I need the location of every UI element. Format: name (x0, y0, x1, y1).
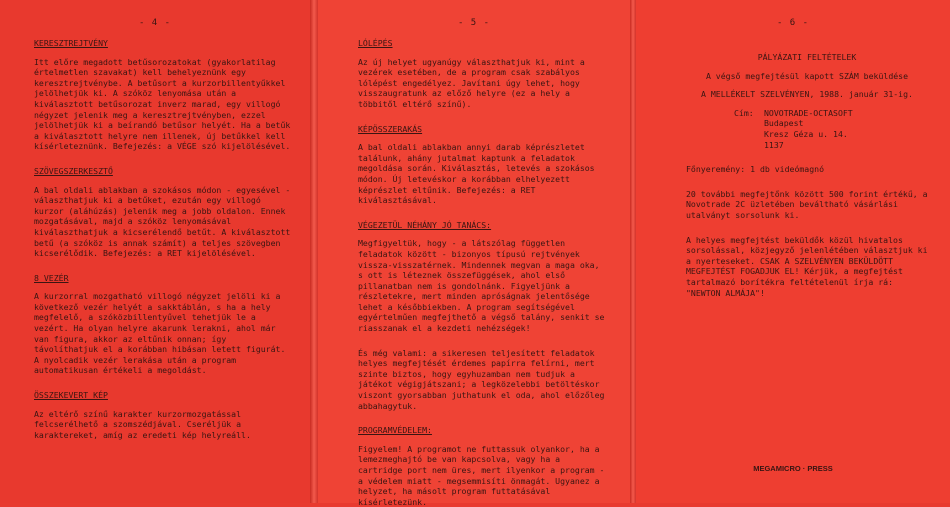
section-body: A bal oldali ablakban a szokásos módon - egyesével - választhatjuk ki a betűket, ezután egy villogó kurzor (aláhúzás) jelenik meg a jobb oldalon. Ennek mozgatásával, majd a szóköz lenyomásával kiválaszthatjuk a kicserélendő betűt. A kiválasztott betű (a szóköz is annak számít) a teljes szövegben kicserélődik. Befejezés: a RET kijelölésével. (34, 184, 291, 259)
contest-title: PÁLYÁZATI FELTÉTELEK (757, 52, 857, 62)
page-4 (0, 0, 310, 503)
contest-paragraph: 20 további megfejtőnk között 500 forint értékű, a Novotrade 2C üzletében beváltható vásárlási utalványt sorsolunk ki. (686, 188, 928, 220)
section-title: KERESZTREJTVÉNY (34, 38, 108, 48)
section-body: Figyelem! A programot ne futtassuk olyankor, ha a lemezmeghajtó be van kapcsolva, vagy ha a cartridge port nem üres, mert ilyenkor a program - a védelem miatt - megsemmisíti önmagát. Ugyanez a helyzet, ha másolt program futtatásával kísérletezünk. (358, 443, 605, 507)
main-prize: Főnyeremény: 1 db videómagnó (686, 164, 825, 175)
fold-divider (310, 0, 318, 503)
section-body: Megfigyeltük, hogy - a látszólag független feladatok között - bizonyos típusú rejtvények vissza-visszatérnek. Mindennek megvan a maga oka, s ott is léteznek összefüggések, ahol első pillanatban nem is gondolnánk. Figyeljünk a részletekre, mert minden apróságnak jelentősége lehet a későbbiekben. A program segítségével egyértelműen megfejthető a végső talány, senkit se riasszanak el a kezdeti nehézségek! (358, 238, 605, 334)
section-title: KÉPÖSSZERAKÁS (358, 123, 423, 134)
section-body: Itt előre megadott betűsorozatokat (gyakorlatilag értelmetlen szavakat) kell behelyeznünk egy keresztrejtvénybe. A betűsort a kurzorbillentyűkkel jelölhetjük ki. A szóköz lenyomása után a kiválasztott betűsorozat inverz marad, egy villogó négyzet jelenik meg a keresztrejtvényben, ezzel jelölhetjük ki a beírandó betűsor helyét. Ha a betűk a kiválasztott helyre nem illenek, új betűkkel kell kísérleteznünk. Befejezés: a VÉGE szó kijelölésével. (34, 56, 291, 152)
publisher-logo: MEGAMICRO · PRESS (753, 464, 833, 473)
address-line: NOVOTRADE-OCTASOFT (764, 107, 853, 118)
section-title: SZÖVEGSZERKESZTŐ (34, 165, 113, 176)
contest-line-1: A végső megfejtésül kapott SZÁM beküldése (705, 70, 909, 81)
section-title: PROGRAMVÉDELEM: (358, 425, 432, 436)
address-block (686, 108, 928, 150)
section-title: LÓLÉPÉS (358, 38, 393, 48)
contest-paragraph: A helyes megfejtést beküldők közül hivatalos sorsolással, közjegyző jelenlétében választjuk ki a nyerteseket. CSAK A SZELVÉNYEN BEKÜLDÖTT MEGFEJTÉST FOGADJUK EL! Kérjük, a megfejtést tartalmazó borítékra feltételenül írja rá: "NEWTON ALMÁJA"! (686, 234, 928, 298)
section-body: A kurzorral mozgatható villogó négyzet jelöli ki a következő vezér helyét a sakktáblán, s ha a hely megfelelő, a szóközbillentyűvel tehetjük le a vezért. Ha olyan helyre akarunk lerakni, ahol már van figura, akkor az eltűnik onnan; így távolíthatjuk el a korábban hibásan letett figurát. A nyolcadik vezér lerakása után a program automatikusan értékeli a megoldást. (34, 291, 286, 376)
contest-line-2: A MELLÉKELT SZELVÉNYEN, 1988. január 31-ig. (701, 89, 913, 100)
address-line: Kresz Géza u. 14. (764, 128, 848, 139)
section-title: ÖSSZEKEVERT KÉP (34, 390, 108, 401)
section-body: A bal oldali ablakban annyi darab képrészletet találunk, ahány jutalmat kaptunk a feladatok megoldása során. Kiválasztás, letevés a szokásos módon. Új letevéskor a korábban elhelyezett képrészlet eltűnik. Befejezés: a RET kiválasztásával. (358, 142, 595, 206)
section-title: VÉGEZETÜL NÉHÁNY JÓ TANÁCS: (358, 219, 492, 230)
page-6 (636, 0, 950, 503)
page-5 (318, 0, 630, 507)
page-number: - 4 - (138, 18, 172, 28)
section-body: Az új helyet ugyanúgy választhatjuk ki, mint a vezérek esetében, de a program csak szabályos lólépést engedélyez. Javítani úgy lehet, hogy visszaugratunk az előző helyre (ez a hely a többitől eltérő színű). (358, 56, 585, 109)
address-line: 1137 (764, 139, 784, 150)
section-body: És még valami: a sikeresen teljesített feladatok helyes megfejtését érdemes papírra felírni, mert szinte biztos, hogy egyhuzamban nem tudjuk a játékot végigjátszani; a legközelebbi betöltéskor viszont gyorsabban juthatunk el oda, ahol előzőleg abbahagytuk. (358, 347, 605, 411)
address-line: Budapest (764, 118, 804, 129)
page-4-content (34, 38, 292, 440)
address-label: Cím: (734, 107, 754, 118)
section-body: Az eltérő színű karakter kurzormozgatással felcserélhető a szomszédjával. Cseréljük a karaktereket, amíg az eredeti kép helyreáll. (34, 408, 251, 440)
page-number: - 6 - (776, 18, 810, 28)
section-title: 8 VEZÉR (34, 272, 69, 283)
page-5-content (358, 38, 608, 507)
page-number: - 5 - (457, 18, 491, 28)
page-6-content (686, 52, 928, 298)
